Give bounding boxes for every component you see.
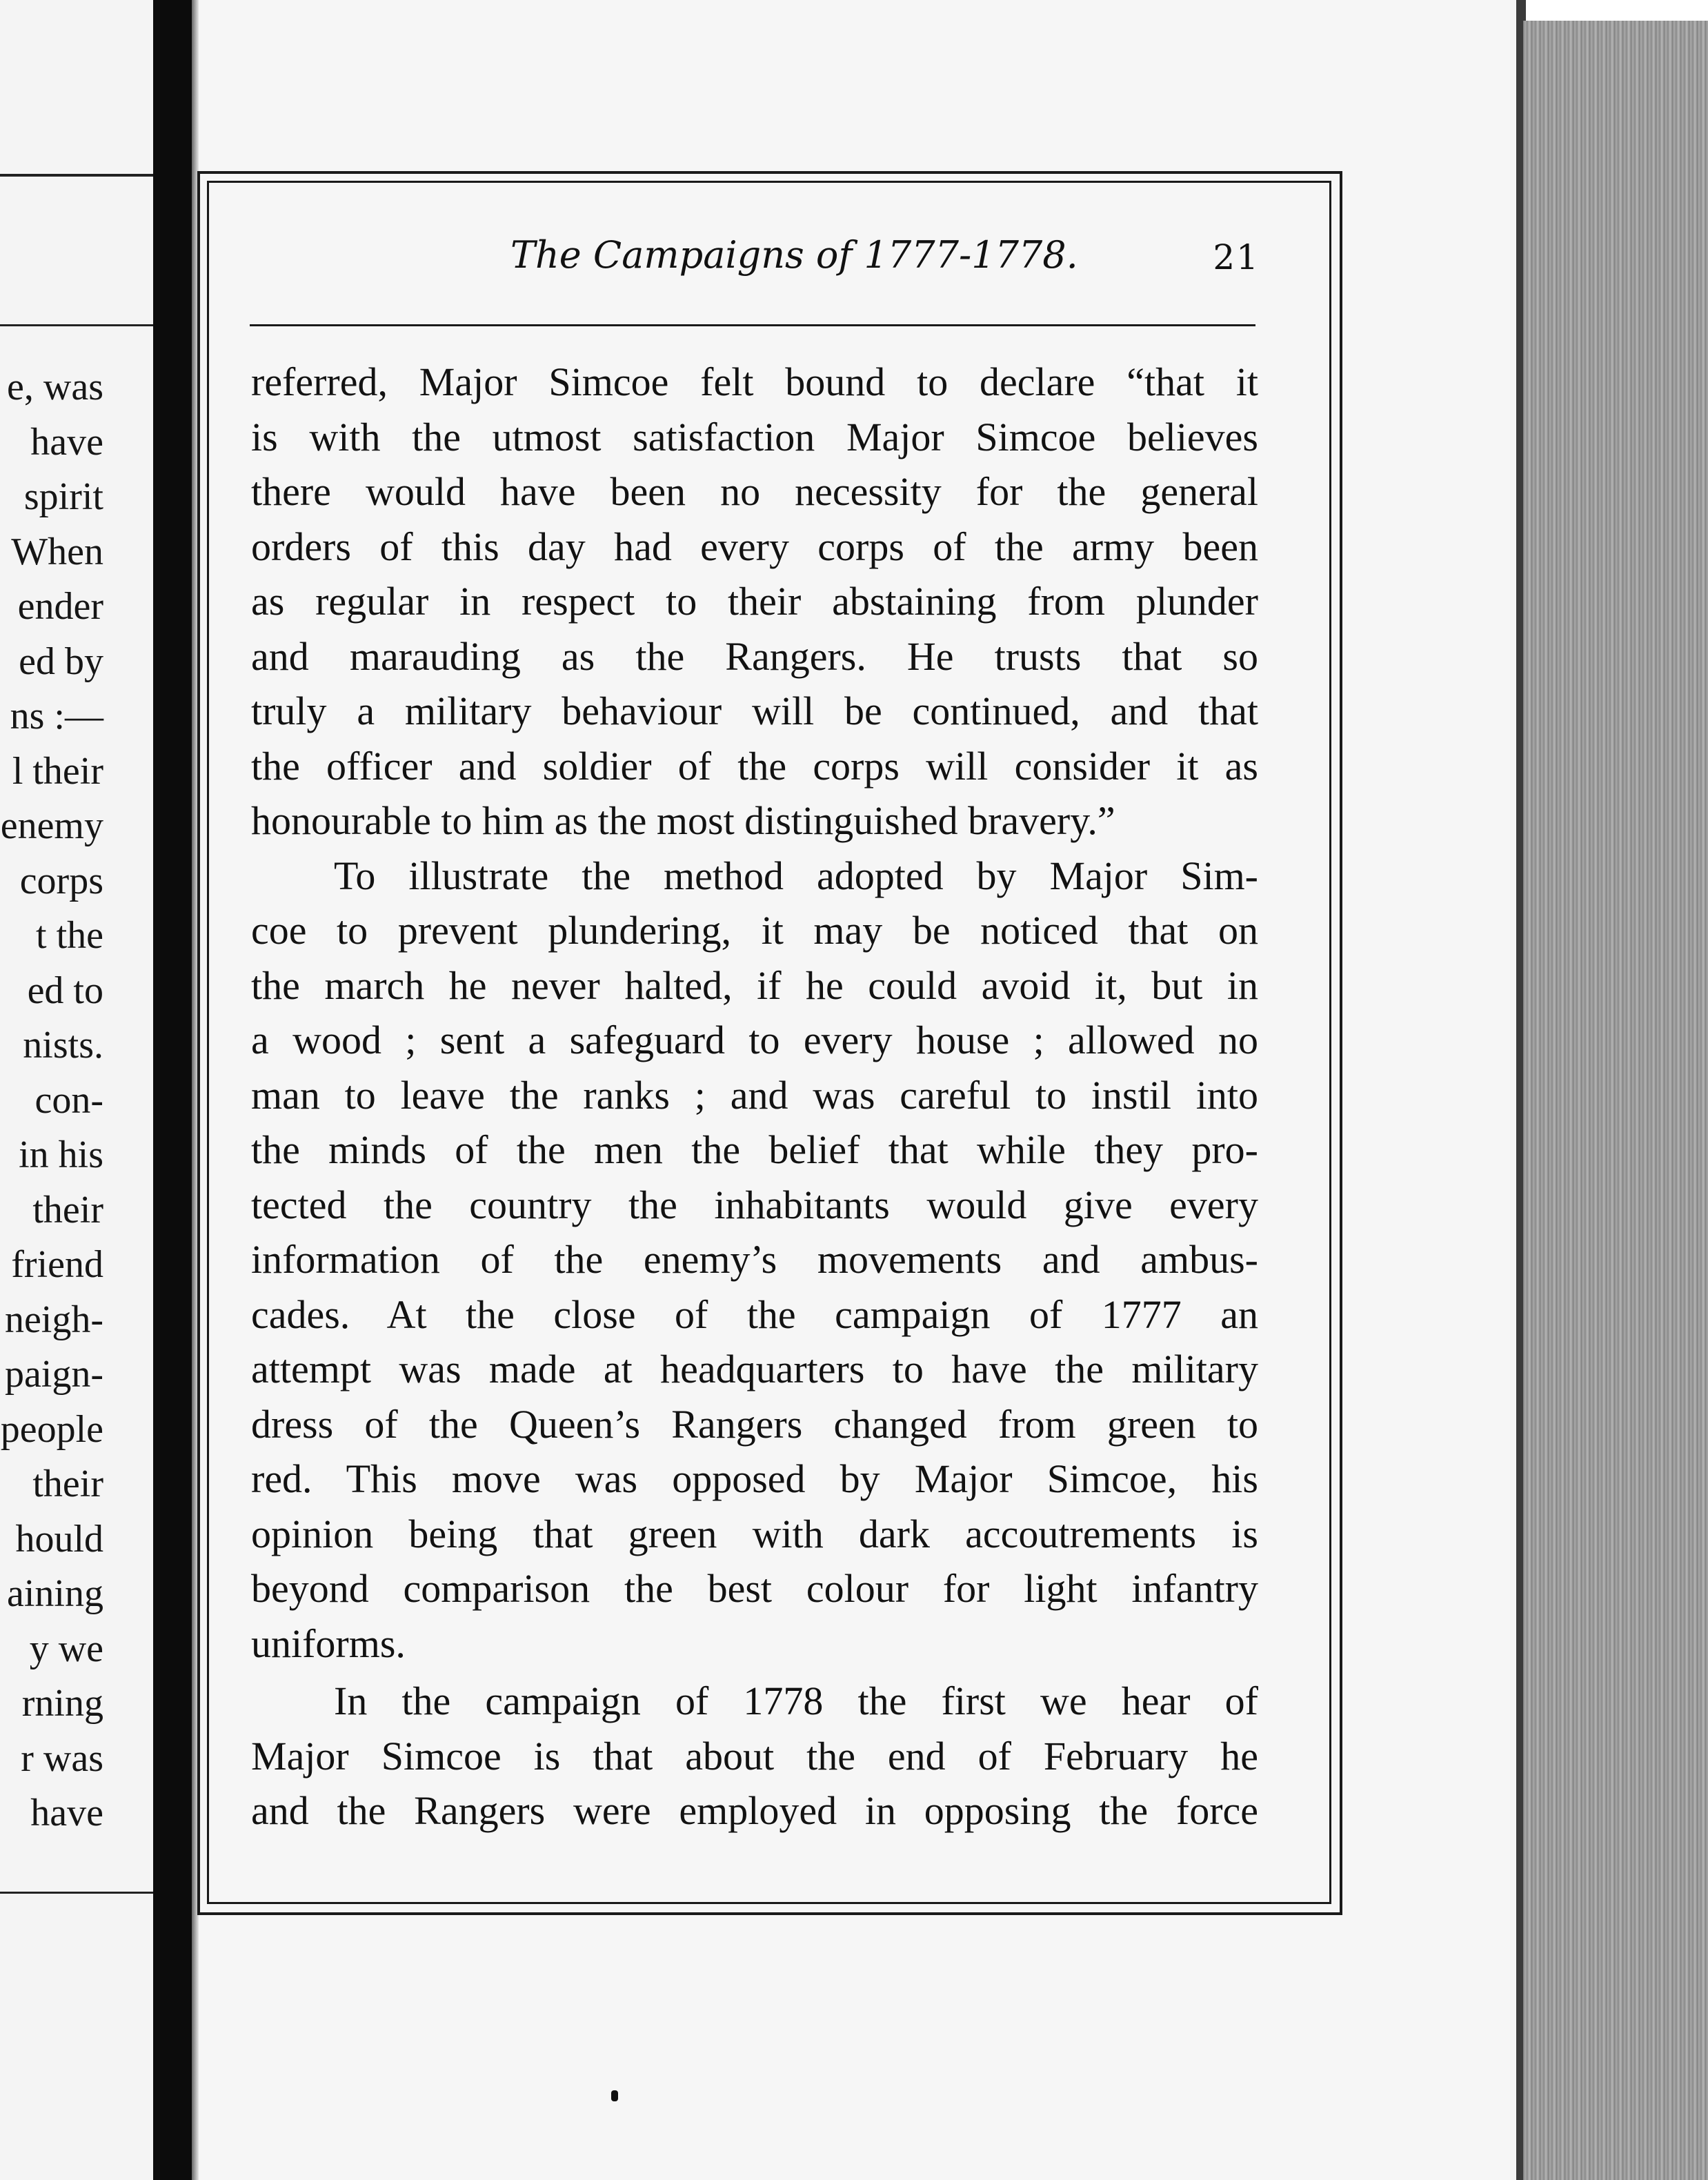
text-line: beyond comparison the best colour for light infantry (251, 1566, 1258, 1611)
left-line: ender (17, 585, 103, 628)
text-line: red. This move was opposed by Major Simcoe, his (251, 1456, 1258, 1501)
left-line: ns :— (10, 695, 103, 737)
left-page-head-rule (0, 324, 153, 326)
left-line: have (30, 420, 103, 464)
left-line: their (32, 1188, 103, 1231)
book-gutter (153, 0, 192, 2180)
left-line: their (32, 1463, 103, 1505)
left-line: When (11, 530, 103, 573)
text-line: information of the enemy’s movements and ambus- (251, 1237, 1258, 1282)
header-rule (250, 324, 1255, 326)
text-line: cades. At the close of the campaign of 1777 an (251, 1291, 1258, 1337)
text-line: tected the country the inhabitants would give every (251, 1182, 1258, 1227)
left-page-rule (0, 174, 153, 177)
text-line: the march he never halted, if he could avoid it, but in (251, 962, 1258, 1008)
left-line: in his (19, 1133, 103, 1176)
left-line: enemy (0, 804, 103, 847)
left-page-text (0, 360, 103, 1841)
text-line: as regular in respect to their abstaining from plunder (251, 579, 1258, 624)
text-line: orders of this day had every corps of the army been (251, 524, 1258, 569)
left-line: r was (21, 1736, 103, 1780)
text-line: a wood ; sent a safeguard to every house ; allowed no (251, 1018, 1258, 1062)
text-line: referred, Major Simcoe felt bound to declare “that it (251, 359, 1258, 404)
left-line: t the (36, 914, 103, 957)
left-line: e, was (7, 366, 103, 408)
left-line: l their (12, 749, 103, 793)
left-line: have (30, 1792, 103, 1834)
text-line: dress of the Queen’s Rangers changed from green to (251, 1401, 1258, 1447)
page-stack-edge (1523, 21, 1708, 2180)
text-line: the minds of the men the belief that while they pro- (251, 1127, 1258, 1172)
left-line: rning (21, 1682, 103, 1725)
text-line: uniforms. (251, 1621, 406, 1666)
text-line: attempt was made at headquarters to have the military (251, 1347, 1258, 1391)
ink-speck (611, 2090, 618, 2101)
page-header (248, 233, 1260, 295)
body-text (251, 355, 1258, 1839)
text-line: is with the utmost satisfaction Major Simcoe believes (251, 414, 1258, 459)
text-line: and marauding as the Rangers. He trusts that so (251, 633, 1258, 679)
left-line: neigh- (4, 1298, 103, 1341)
left-line: paign- (4, 1353, 103, 1396)
left-line: aining (7, 1572, 103, 1615)
text-line: Major Simcoe is that about the end of February he (251, 1733, 1258, 1778)
left-line: con- (34, 1078, 103, 1122)
left-line: people (0, 1407, 103, 1451)
text-line: and the Rangers were employed in opposing the force (251, 1788, 1258, 1833)
left-line: nists. (23, 1024, 103, 1067)
left-line: hould (15, 1517, 103, 1560)
running-head: The Campaigns of 1777-1778. (510, 233, 1078, 277)
page-number: 21 (1213, 237, 1260, 277)
text-line: To illustrate the method adopted by Major Sim- (334, 853, 1258, 898)
left-line: corps (19, 859, 103, 902)
text-line: honourable to him as the most distinguished bravery.” (251, 798, 1115, 843)
left-page-bottom-rule (0, 1892, 153, 1894)
left-line: y we (29, 1627, 103, 1670)
text-line: man to leave the ranks ; and was careful to instil into (251, 1072, 1258, 1118)
left-line: ed to (27, 969, 103, 1012)
left-line: ed by (19, 640, 103, 683)
text-line: In the campaign of 1778 the first we hear of (334, 1678, 1258, 1723)
text-line: coe to prevent plundering, it may be noticed that on (251, 908, 1258, 953)
left-facing-page (0, 0, 153, 2180)
text-line: opinion being that green with dark accoutrements is (251, 1511, 1258, 1556)
left-line: friend (11, 1243, 103, 1286)
text-line: the officer and soldier of the corps will consider it as (251, 743, 1258, 789)
text-line: there would have been no necessity for the general (251, 469, 1258, 514)
left-line: spirit (23, 475, 103, 518)
text-line: truly a military behaviour will be continued, and that (251, 688, 1258, 733)
